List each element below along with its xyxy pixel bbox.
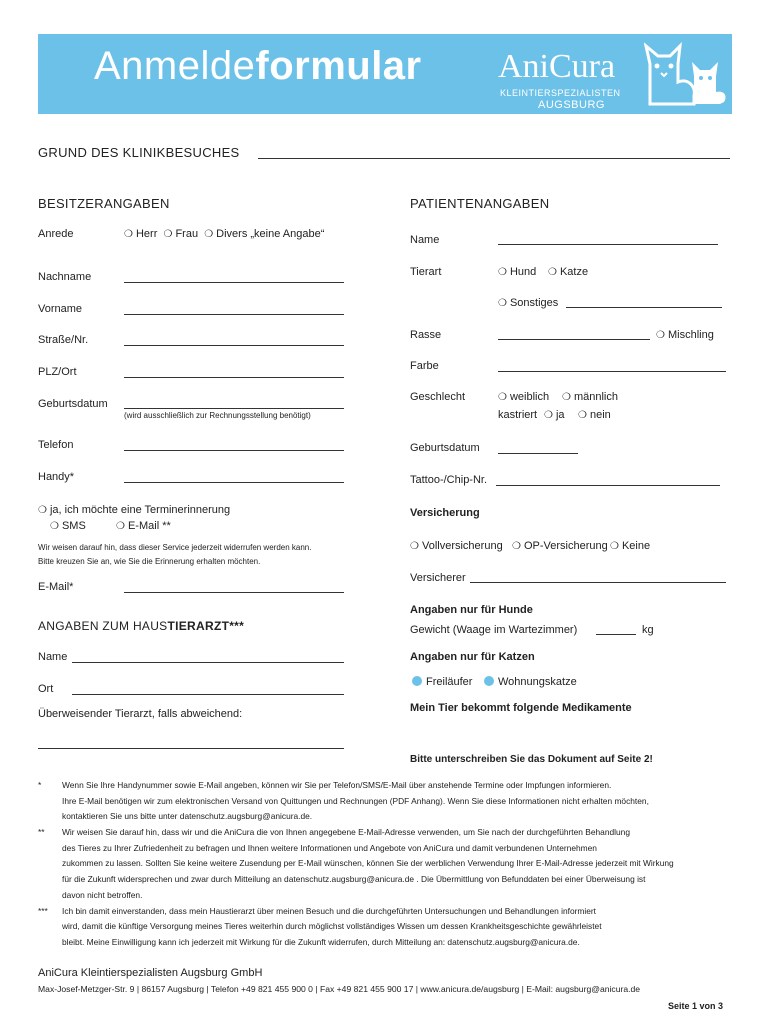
logo-city: AUGSBURG xyxy=(538,99,605,111)
footnote-3-line: Ich bin damit einverstanden, dass mein Haustierarzt über meinen Besuch und die durchgeführten Untersuchungen und Behandlungen informiert xyxy=(62,906,597,916)
footnote-2-line: zukommen zu lassen. Sollten Sie keine weitere Zusendung per E-Mail wünschen, können Sie der werblichen Verwendung Ihrer E-Mail-Adresse jederzeit mit Wirkung xyxy=(62,858,674,868)
plz-field[interactable] xyxy=(124,377,344,378)
cats-heading: Angaben nur für Katzen xyxy=(410,651,535,663)
strasse-label: Straße/Nr. xyxy=(38,334,89,346)
email-field[interactable] xyxy=(124,592,344,593)
visit-reason-label: GRUND DES KLINIKBESUCHES xyxy=(38,145,240,160)
rasse-label: Rasse xyxy=(410,329,442,341)
logo-subtitle: KLEINTIERSPEZIALISTEN xyxy=(500,88,621,98)
kastriert-ja-checkbox[interactable]: ❍ ja xyxy=(544,409,565,421)
sonstiges-checkbox[interactable]: ❍ Sonstiges xyxy=(498,297,559,309)
vet-name-label: Name xyxy=(38,651,68,663)
tierart-label: Tierart xyxy=(410,266,442,278)
reminder-notice-1: Wir weisen darauf hin, dass dieser Service jederzeit widerrufen werden kann. xyxy=(38,543,312,552)
footnote-3-line: wird, damit die künftige Versorgung meines Tieres weiterhin durch möglichst vollständiges Wissen um dessen Krankheitsgeschichte gewährleistet xyxy=(62,921,602,931)
vorname-field[interactable] xyxy=(124,314,344,315)
vollversicherung-checkbox[interactable]: ❍ Vollversicherung xyxy=(410,540,503,552)
header-banner xyxy=(38,34,732,114)
weiblich-checkbox[interactable]: ❍ weiblich xyxy=(498,391,550,403)
dogs-heading: Angaben nur für Hunde xyxy=(410,604,533,616)
anrede-label: Anrede xyxy=(38,228,74,240)
nachname-label: Nachname xyxy=(38,271,92,283)
footnote-2-mark: ** xyxy=(38,827,45,837)
gewicht-field[interactable] xyxy=(596,634,636,635)
owner-heading: BESITZERANGABEN xyxy=(38,196,170,211)
telefon-field[interactable] xyxy=(124,450,344,451)
patient-name-label: Name xyxy=(410,234,440,246)
footnote-1-line: kontaktieren Sie uns bitte unter datenschutz.augsburg@anicura.de. xyxy=(62,811,313,821)
footnote-2-line: Wir weisen Sie darauf hin, dass wir und die AniCura die von Ihnen angegebene E-Mail-Adresse verwenden, um Sie nach der durchgeführten Behandlung xyxy=(62,827,630,837)
logo-name: AniCura xyxy=(498,48,616,85)
form-title: Anmeldeformular xyxy=(94,44,422,88)
referring-vet-label: Überweisender Tierarzt, falls abweichend: xyxy=(38,708,243,720)
owner-birthdate-label: Geburtsdatum xyxy=(38,398,108,410)
maennlich-checkbox[interactable]: ❍ männlich xyxy=(562,391,618,403)
geschlecht-label: Geschlecht xyxy=(410,391,466,403)
cat-logo-icon xyxy=(644,42,728,108)
footnote-2-line: davon nicht betroffen. xyxy=(62,890,143,900)
nachname-field[interactable] xyxy=(124,282,344,283)
versicherer-label: Versicherer xyxy=(410,572,466,584)
footnote-1-mark: * xyxy=(38,780,42,790)
reminder-notice-2: Bitte kreuzen Sie an, wie Sie die Erinnerung erhalten möchten. xyxy=(38,557,261,566)
op-versicherung-checkbox[interactable]: ❍ OP-Versicherung xyxy=(512,540,608,552)
sms-checkbox[interactable]: ❍ SMS xyxy=(50,520,86,532)
vorname-label: Vorname xyxy=(38,303,83,315)
vet-ort-field[interactable] xyxy=(72,694,344,695)
hund-checkbox[interactable]: ❍ Hund xyxy=(498,266,537,278)
checkbox-divers[interactable]: ❍ Divers „keine Angabe“ xyxy=(204,228,325,240)
footnote-1-line: Wenn Sie Ihre Handynummer sowie E-Mail angeben, können wir Sie per Telefon/SMS/E-Mail über anstehende Termine oder Impfungen informieren. xyxy=(62,780,612,790)
wohnungskatze-radio-icon xyxy=(484,676,494,686)
keine-versicherung-checkbox[interactable]: ❍ Keine xyxy=(610,540,651,552)
footnote-1-line: Ihre E-Mail benötigen wir zum elektronischen Versand von Quittungen und Rechnungen (PDF Anhang). Wenn Sie diese Informationen nicht erhalten möchten, xyxy=(62,796,649,806)
rasse-field[interactable] xyxy=(498,339,650,340)
email-reminder-checkbox[interactable]: ❍ E-Mail ** xyxy=(116,520,171,532)
visit-reason-field[interactable] xyxy=(258,158,730,159)
telefon-label: Telefon xyxy=(38,439,74,451)
plz-label: PLZ/Ort xyxy=(38,366,77,378)
patient-birthdate-label: Geburtsdatum xyxy=(410,442,480,454)
vet-name-field[interactable] xyxy=(72,662,344,663)
handy-field[interactable] xyxy=(124,482,344,483)
strasse-field[interactable] xyxy=(124,345,344,346)
owner-birthdate-field[interactable] xyxy=(124,408,344,409)
kg-unit: kg xyxy=(642,624,654,636)
medication-heading: Mein Tier bekommt folgende Medikamente xyxy=(410,702,632,714)
birthdate-note: (wird ausschließlich zur Rechnungsstellung benötigt) xyxy=(124,411,311,420)
farbe-field[interactable] xyxy=(498,371,726,372)
freilaeufer-option[interactable]: Freiläufer xyxy=(412,676,472,688)
sign-note: Bitte unterschreiben Sie das Dokument auf Seite 2! xyxy=(410,754,653,765)
mischling-checkbox[interactable]: ❍ Mischling xyxy=(656,329,714,341)
referring-vet-field[interactable] xyxy=(38,748,344,749)
footnote-2-line: für die Zukunft widersprechen und zwar durch Mitteilung an datenschutz.augsburg@anicura.de . Die Übermittlung von Befunddaten bei einer Überweisung ist xyxy=(62,874,646,884)
tattoo-field[interactable] xyxy=(496,485,720,486)
handy-label: Handy* xyxy=(38,471,75,483)
footer-address: Max-Josef-Metzger-Str. 9 | 86157 Augsburg | Telefon +49 821 455 900 0 | Fax +49 821 455 900 17 | www.anicura.de/augsburg | E-Mail: augsburg@anicura.de xyxy=(38,984,641,994)
reminder-checkbox[interactable]: ❍ ja, ich möchte eine Terminerinnerung xyxy=(38,504,231,516)
checkbox-herr[interactable]: ❍ Herr xyxy=(124,228,158,240)
vet-heading: ANGABEN ZUM HAUSTIERARZT*** xyxy=(38,619,245,633)
footer-company: AniCura Kleintierspezialisten Augsburg GmbH xyxy=(38,967,263,979)
footnote-2-line: des Tieres zu Ihrer Zufriedenheit zu befragen und Ihnen weitere Informationen und Angebote von AniCura und damit verbundenen Unternehmen xyxy=(62,843,597,853)
patient-birthdate-field[interactable] xyxy=(498,453,578,454)
versicherung-heading: Versicherung xyxy=(410,507,480,519)
kastriert-nein-checkbox[interactable]: ❍ nein xyxy=(578,409,611,421)
patient-heading: PATIENTENANGABEN xyxy=(410,196,550,211)
freilaeufer-radio-icon xyxy=(412,676,422,686)
footnote-3-mark: *** xyxy=(38,906,48,916)
kastriert-label: kastriert xyxy=(498,409,538,421)
footnote-3-line: bleibt. Meine Einwilligung kann ich jederzeit mit Wirkung für die Zukunft widerrufen, durch Mitteilung an: datenschutz.augsburg@anicura.de. xyxy=(62,937,580,947)
patient-name-field[interactable] xyxy=(498,244,718,245)
katze-checkbox[interactable]: ❍ Katze xyxy=(548,266,589,278)
sonstiges-field[interactable] xyxy=(566,307,722,308)
checkbox-frau[interactable]: ❍ Frau xyxy=(163,228,199,240)
gewicht-label: Gewicht (Waage im Wartezimmer) xyxy=(410,624,578,636)
page-number: Seite 1 von 3 xyxy=(668,1001,724,1011)
anrede-options xyxy=(124,228,324,240)
tattoo-label: Tattoo-/Chip-Nr. xyxy=(410,474,488,486)
farbe-label: Farbe xyxy=(410,360,439,372)
versicherer-field[interactable] xyxy=(470,582,726,583)
email-label: E-Mail* xyxy=(38,581,74,593)
wohnungskatze-option[interactable]: Wohnungskatze xyxy=(484,676,577,688)
vet-ort-label: Ort xyxy=(38,683,54,695)
